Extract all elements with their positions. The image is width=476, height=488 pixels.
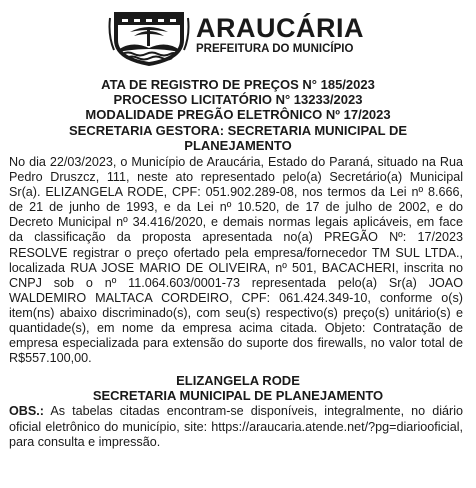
title-processo: PROCESSO LICITATÓRIO N° 13233/2023 (113, 92, 363, 108)
municipal-seal-icon (108, 6, 190, 68)
title-secretaria: SECRETARIA GESTORA: SECRETARIA MUNICIPAL DE (68, 122, 408, 138)
header (0, 0, 476, 72)
signature-name: ELIZANGELA RODE (176, 373, 300, 388)
document-title-block (0, 77, 476, 153)
title-modalidade: MODALIDADE PREGÃO ELETRÔNICO Nº 17/2023 (85, 107, 391, 123)
obs-label: OBS.: (9, 404, 44, 418)
obs-note (9, 404, 463, 451)
title-ata: ATA DE REGISTRO DE PREÇOS N° 185/2023 (101, 77, 375, 92)
signature-block (0, 373, 476, 403)
brand-name: ARAUCÁRIA (196, 13, 364, 43)
obs-text: As tabelas citadas encontram-se disponíveis, integralmente, no diário oficial eletrônico do município, site: https://araucaria.atende.net/?pg=diariooficial, para consulta e impressão. (9, 404, 463, 450)
title-secretaria-cont: PLANEJAMENTO (184, 137, 292, 153)
body-paragraph: No dia 22/03/2023, o Município de Araucária, Estado do Paraná, situado na Rua Pedro Druszcz, 111, neste ato representado pelo(a) Secretário(a) Municipal Sr(a). ELIZANGELA RODE, CPF: 051.902.289-08, nos termos da Lei nº 8.666, de 21 de junho de 1993, e da Lei nº 10.520, de 17 de julho de 2002, e do Decreto Municipal nº 34.416/2020, e demais normas legais aplicáveis, em face da classificação da proposta apresentada no(a) PREGÃO Nº: 17/2023 RESOLVE registrar o preço ofertado pela empresa/fornecedor TM SUL LTDA., localizada RUA JOSE MARIO DE OLIVEIRA, nº 501, BACACHERI, inscrita no CNPJ sob o nº 11.064.603/0001-73 representada pelo(a) Sr(a) JOAO WALDEMIRO MALTACA CORDEIRO, CPF: 061.424.349-10, conforme o(s) item(ns) abaixo discriminado(s), com seu(s) respectivo(s) preço(s) unitário(s) e quantidade(s), em nome da empresa acima citada. Objeto: Contratação de empresa especializada para extensão do suporte dos firewalls, no valor total de R$557.100,00. (9, 155, 463, 366)
signature-office: SECRETARIA MUNICIPAL DE PLANEJAMENTO (92, 388, 384, 404)
brand-subtitle: PREFEITURA DO MUNICÍPIO (196, 43, 354, 55)
